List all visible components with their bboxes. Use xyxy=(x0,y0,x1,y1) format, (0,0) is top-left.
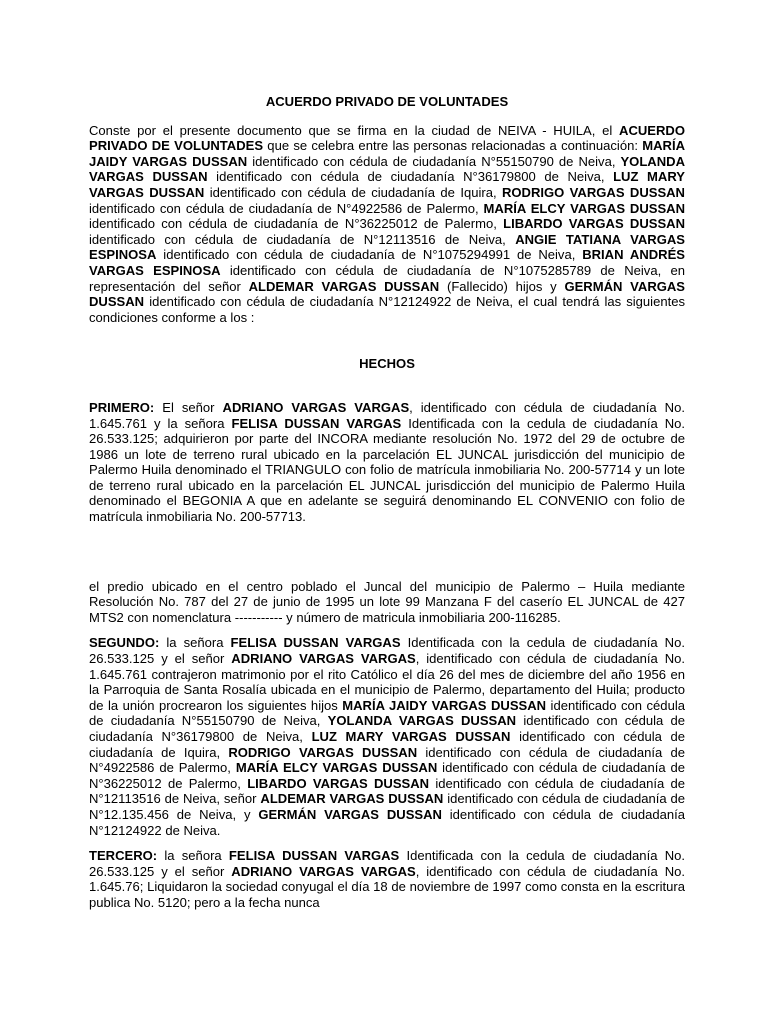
bold-run: MARÍA ELCY VARGAS DUSSAN xyxy=(235,760,438,776)
bold-run: LIBARDO VARGAS DUSSAN xyxy=(247,775,430,791)
bold-run: MARÍA JAIDY VARGAS DUSSAN xyxy=(342,697,547,713)
tercero-paragraph: TERCERO: la señora FELISA DUSSAN VARGAS Identificada con la cedula de ciudadanía No. 26.533.125 y el señor ADRIANO VARGAS VARGAS, identificado con cédula de ciudadanía No. 1.645.76; Liquidaron la sociedad conyugal el día 18 de noviembre de 1997 como consta en la escritura publica No. 5120; pero a la fecha nunca xyxy=(89,848,685,910)
bold-run: YOLANDA VARGAS DUSSAN xyxy=(89,153,685,185)
bold-run: MARÍA ELCY VARGAS DUSSAN xyxy=(483,200,686,216)
bold-run: YOLANDA VARGAS DUSSAN xyxy=(327,713,517,729)
bold-run: RODRIGO VARGAS DUSSAN xyxy=(228,744,418,760)
document-title: ACUERDO PRIVADO DE VOLUNTADES xyxy=(265,94,509,109)
primero-paragraph: PRIMERO: El señor ADRIANO VARGAS VARGAS, identificado con cédula de ciudadanía No. 1.645.761 y la señora FELISA DUSSAN VARGAS Identificada con la cedula de ciudadanía No. 26.533.125; adquirieron por parte del INCORA mediante resolución No. 1972 del 29 de octubre de 1986 un lote de terreno rural ubicado en la parcelación EL JUNCAL jurisdicción del municipio de Palermo Huila denominado el TRIANGULO con folio de matrícula inmobiliaria No. 200-57714 y un lote de terreno rural ubicado en la parcelación EL JUNCAL jurisdicción del municipio de Palermo Huila denominado el BEGONIA A que en adelante se seguirá denominando EL CONVENIO con folio de matrícula inmobiliaria No. 200-57713. xyxy=(89,399,685,525)
bold-run: ALDEMAR VARGAS DUSSAN xyxy=(260,791,444,807)
bold-run: ACUERDO PRIVADO DE VOLUNTADES xyxy=(89,122,685,154)
bold-run: TERCERO: xyxy=(89,848,158,864)
bold-run: GERMÁN VARGAS DUSSAN xyxy=(89,278,686,310)
document-page xyxy=(89,94,685,911)
bold-run: RODRIGO VARGAS DUSSAN xyxy=(501,184,685,200)
bold-run: FELISA DUSSAN VARGAS xyxy=(231,415,402,431)
bold-run: MARÍA JAIDY VARGAS DUSSAN xyxy=(89,138,685,169)
bold-run: PRIMERO: xyxy=(89,399,155,415)
bold-run: ADRIANO VARGAS VARGAS xyxy=(222,399,410,415)
intro-paragraph: Conste por el presente documento que se firma en la ciudad de NEIVA - HUILA, el ACUERDO PRIVADO DE VOLUNTADES que se celebra entre las personas relacionadas a continuación: MARÍA JAIDY VARGAS DUSSAN identificado con cédula de ciudadanía N°55150790 de Neiva, YOLANDA VARGAS DUSSAN identificado con cédula de ciudadanía N°36179800 de Neiva, LUZ MARY VARGAS DUSSAN identificado con cédula de ciudadanía de Iquira, RODRIGO VARGAS DUSSAN identificado con cédula de ciudadanía de N°4922586 de Palermo, MARÍA ELCY VARGAS DUSSAN identificado con cédula de ciudadanía de N°36225012 de Palermo, LIBARDO VARGAS DUSSAN identificado con cédula de ciudadanía de N°12113516 de Neiva, ANGIE TATIANA VARGAS ESPINOSA identificado con cédula de ciudadanía de N°1075294991 de Neiva, BRIAN ANDRÉS VARGAS ESPINOSA identificado con cédula de ciudadanía de N°1075285789 de Neiva, en representación del señor ALDEMAR VARGAS DUSSAN (Fallecido) hijos y GERMÁN VARGAS DUSSAN identificado con cédula de ciudadanía N°12124922 de Neiva, el cual tendrá las siguientes condiciones conforme a los : xyxy=(89,122,686,325)
hechos-heading: HECHOS xyxy=(359,356,415,372)
segundo-paragraph: SEGUNDO: la señora FELISA DUSSAN VARGAS Identificada con la cedula de ciudadanía No. 26.533.125 y el señor ADRIANO VARGAS VARGAS, identificado con cédula de ciudadanía No. 1.645.761 contrajeron matrimonio por el rito Católico el día 26 del mes de diciembre del año 1956 en la Parroquia de Santa Rosalía ubicada en el municipio de Palermo, departamento del Huila; producto de la unión procrearon los siguientes hijos MARÍA JAIDY VARGAS DUSSAN identificado con cédula de ciudadanía N°55150790 de Neiva, YOLANDA VARGAS DUSSAN identificado con cédula de ciudadanía N°36179800 de Neiva, LUZ MARY VARGAS DUSSAN identificado con cédula de ciudadanía de Iquira, RODRIGO VARGAS DUSSAN identificado con cédula de ciudadanía de N°4922586 de Palermo, MARÍA ELCY VARGAS DUSSAN identificado con cédula de ciudadanía de N°36225012 de Palermo, LIBARDO VARGAS DUSSAN identificado con cédula de ciudadanía de N°12113516 de Neiva, señor ALDEMAR VARGAS DUSSAN identificado con cédula de ciudadanía de N°12.135.456 de Neiva, y GERMÁN VARGAS DUSSAN identificado con cédula de ciudadanía N°12124922 de Neiva. xyxy=(89,635,686,838)
bold-run: ALDEMAR VARGAS DUSSAN xyxy=(248,278,440,294)
bold-run: ADRIANO VARGAS VARGAS xyxy=(231,863,416,879)
bold-run: ADRIANO VARGAS VARGAS xyxy=(231,651,416,667)
bold-run: LUZ MARY VARGAS DUSSAN xyxy=(311,729,511,744)
predio-paragraph: el predio ubicado en el centro poblado el Juncal del municipio de Palermo – Huila mediante Resolución No. 787 del 27 de junio de 1995 un lote 99 Manzana F del caserío EL JUNCAL de 427 MTS2 con nomenclatura ----------- y número de matricula inmobiliaria 200-116285. xyxy=(89,578,685,625)
bold-run: LUZ MARY VARGAS DUSSAN xyxy=(89,169,685,200)
bold-run: FELISA DUSSAN VARGAS xyxy=(228,848,400,864)
bold-run: ANGIE TATIANA VARGAS ESPINOSA xyxy=(89,231,685,263)
bold-run: FELISA DUSSAN VARGAS xyxy=(230,635,401,651)
bold-run: SEGUNDO: xyxy=(89,635,160,651)
bold-run: BRIAN ANDRÉS VARGAS ESPINOSA xyxy=(89,247,685,278)
bold-run: GERMÁN VARGAS DUSSAN xyxy=(258,806,442,822)
bold-run: LIBARDO VARGAS DUSSAN xyxy=(503,216,686,232)
